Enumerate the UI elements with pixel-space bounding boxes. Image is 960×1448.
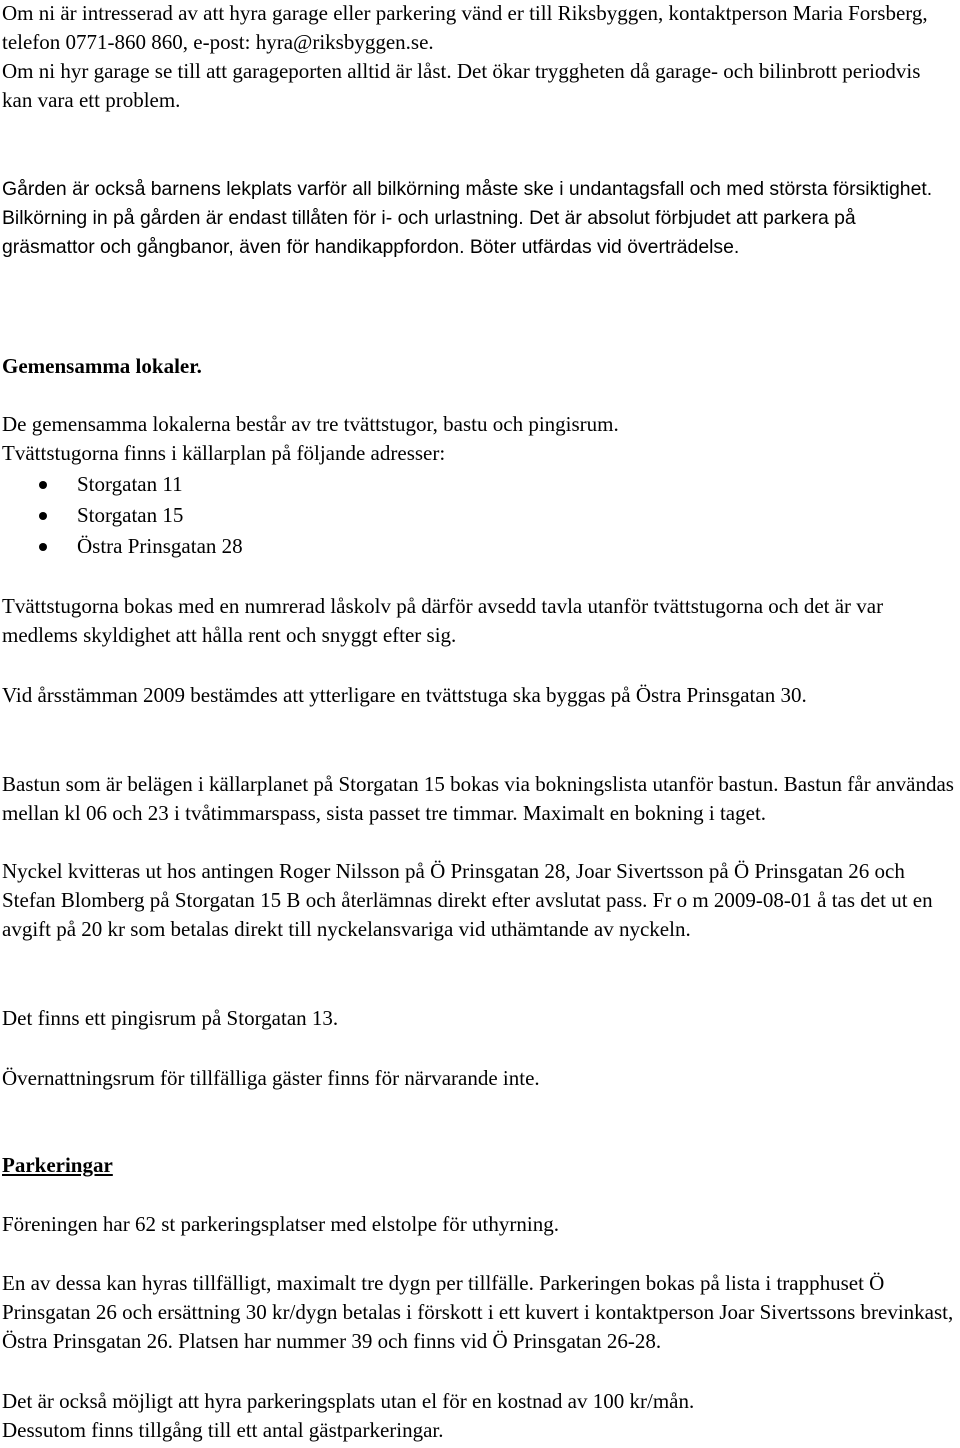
paragraph-guest-parking: Dessutom finns tillgång till ett antal gästparkeringar. <box>2 1418 444 1442</box>
paragraph-garage-locked: Om ni hyr garage se till att garageporten alltid är låst. Det ökar tryggheten då garage- och bilinbrott periodvis kan vara ett problem. <box>2 59 921 112</box>
paragraph-common-rooms: De gemensamma lokalerna består av tre tvättstugor, bastu och pingisrum. <box>2 412 619 436</box>
bullet-icon <box>39 481 47 489</box>
paragraph-riksbyggen-contact: Om ni är intresserad av att hyra garage eller parkering vänd er till Riksbyggen, kontaktperson Maria Forsberg, telefon 0771-860 860, e-post: hyra@riksbyggen.se. <box>2 1 928 54</box>
list-item: Storgatan 15 <box>2 500 602 531</box>
paragraph-new-laundry: Vid årsstämman 2009 bestämdes att ytterligare en tvättstuga ska byggas på Östra Prinsgatan 30. <box>2 683 807 707</box>
paragraph-temporary-parking: En av dessa kan hyras tillfälligt, maximalt tre dygn per tillfälle. Parkeringen bokas på lista i trapphuset Ö Prinsgatan 26 och ersättning 30 kr/dygn betalas i förskott i ett kuvert i kontaktperson Joar Sivertssons brevinkast, Östra Prinsgatan 26. Platsen har nummer 39 och finns vid Ö Prinsgatan 26-28. <box>2 1271 954 1353</box>
bullet-icon <box>39 512 47 520</box>
paragraph-key-handling: Nyckel kvitteras ut hos antingen Roger Nilsson på Ö Prinsgatan 28, Joar Sivertsson på Ö Prinsgatan 26 och Stefan Blomberg på Storgatan 15 B och återlämnas direkt efter avslutat pass. Fr o m 2009-08-01 å tas det ut en avgift på 20 kr som betalas direkt till nyckelansvariga vid uthämtande av nyckeln. <box>2 859 933 941</box>
bullet-icon <box>39 543 47 551</box>
paragraph-guest-room: Övernattningsrum för tillfälliga gäster finns för närvarande inte. <box>2 1066 540 1090</box>
paragraph-sauna: Bastun som är belägen i källarplanet på Storgatan 15 bokas via bokningslista utanför bastun. Bastun får användas mellan kl 06 och 23 i tvåtimmarspass, sista passet tre timmar. Maximalt en bokning i taget. <box>2 772 954 825</box>
paragraph-parking-spaces: Föreningen har 62 st parkeringsplatser med elstolpe för uthyrning. <box>2 1212 559 1236</box>
heading-parkeringar: Parkeringar <box>2 1153 113 1177</box>
paragraph-laundry-addresses-intro: Tvättstugorna finns i källarplan på följande adresser: <box>2 441 446 465</box>
paragraph-laundry-booking: Tvättstugorna bokas med en numrerad låskolv på därför avsedd tavla utanför tvättstugorna och det är var medlems skyldighet att hålla rent och snyggt efter sig. <box>2 594 884 647</box>
list-item: Östra Prinsgatan 28 <box>2 531 602 562</box>
heading-gemensamma-lokaler: Gemensamma lokaler. <box>2 354 202 378</box>
paragraph-parking-without-power: Det är också möjligt att hyra parkeringsplats utan el för en kostnad av 100 kr/mån. <box>2 1389 695 1413</box>
paragraph-yard-driving: Gården är också barnens lekplats varför all bilkörning måste ske i undantagsfall och med största försiktighet. Bilkörning in på gården är endast tillåten för i- och urlastning. Det är absolut förbjudet att parkera på gräsmattor och gångbanor, även för handikappfordon. Böter utfärdas vid överträdelse. <box>2 178 933 258</box>
list-item: Storgatan 11 <box>2 469 602 500</box>
address-list <box>2 469 602 562</box>
paragraph-ping-pong-room: Det finns ett pingisrum på Storgatan 13. <box>2 1006 339 1030</box>
